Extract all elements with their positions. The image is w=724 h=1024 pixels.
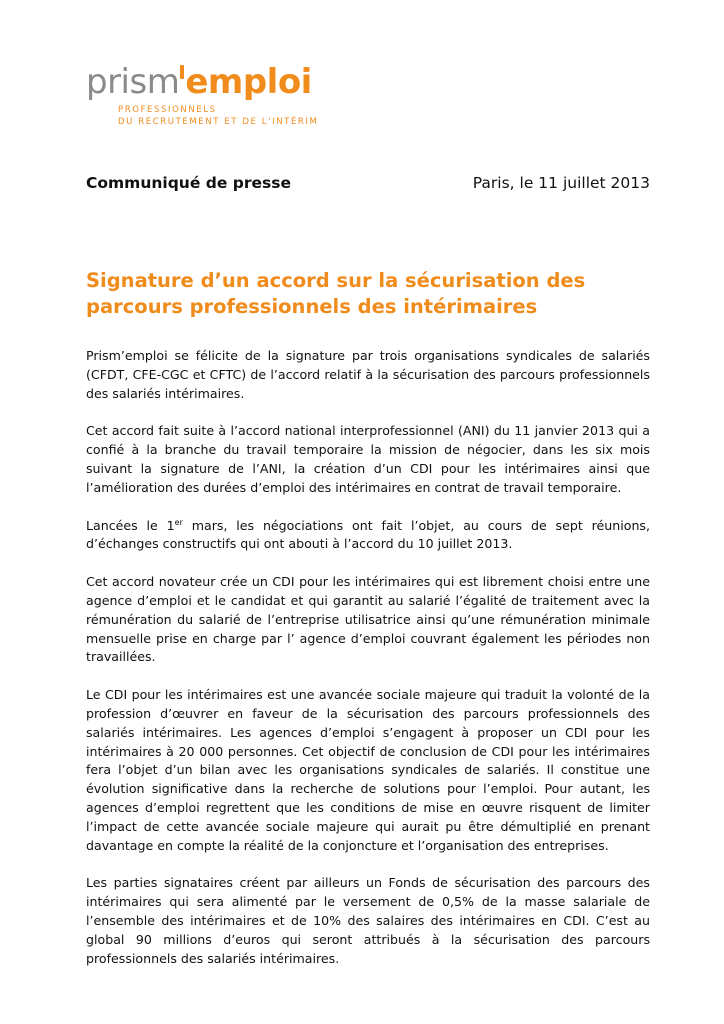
logo-tagline-line2: DU RECRUTEMENT ET DE L'INTÉRIM — [118, 117, 319, 127]
logo-emploi-text: emploi — [185, 62, 312, 102]
logo-wordmark — [86, 62, 312, 102]
paragraph-cdi-advance: Le CDI pour les intérimaires est une avancée sociale majeure qui traduit la volonté de la profession d’œuvrer en faveur de la sécurisation des parcours professionnels des salariés intérimaires. Les agences d’emploi s’engagent à proposer un CDI pour les intérimaires à 20 000 personnes. Cet objectif de conclusion de CDI pour les intérimaires fera l’objet d’un bilan avec les organisations syndicales de salariés. Il constitue une évolution significative dans la recherche de solutions pour l’emploi. Pour autant, les agences d’emploi regrettent que les conditions de mise en œuvre risquent de limiter l’impact de cette avancée sociale majeure qui aurait pu être démultiplié en prenant davantage en compte la réalité de la conjoncture et l’organisation des entreprises. — [86, 687, 650, 853]
logo-tagline — [118, 104, 318, 128]
press-release-label: Communiqué de presse — [86, 174, 291, 192]
paragraph-negotiations — [86, 517, 650, 555]
paragraph-ani: Cet accord fait suite à l’accord national interprofessionnel (ANI) du 11 janvier 2013 qui a confié à la branche du travail temporaire la mission de négocier, dans les six mois suivant la signature de l’ANI, la création d’un CDI pour les intérimaires ainsi que l’amélioration des durées d’emploi des intérimaires en contrat de travail temporaire. — [86, 423, 650, 495]
page-title: Signature d’un accord sur la sécurisation des parcours professionnels des intérimaires — [86, 269, 586, 318]
paragraph-fund: Les parties signataires créent par ailleurs un Fonds de sécurisation des parcours des intérimaires qui sera alimenté par le versement de 0,5% de la masse salariale de l’ensemble des intérimaires et de 10% des salaires des intérimaires en CDI. C’est au global 90 millions d’euros qui seront attribués à la sécurisation des parcours professionnels des salariés intérimaires. — [86, 875, 650, 966]
paragraph-negotiations-start: Lancées le 1 — [86, 517, 175, 533]
paragraph-negotiations-end: mars, les négociations ont fait l’objet, au cours de sept réunions, d’échanges constructifs qui ont abouti à l’accord du 10 juillet 2013. — [86, 517, 650, 552]
logo-prism-text: prism — [86, 62, 180, 102]
paragraph-cdi-innovation: Cet accord novateur crée un CDI pour les intérimaires qui est librement choisi entre une agence d’emploi et le candidat et qui garantit au salarié l’égalité de traitement avec la rémunération du salarié de l’entreprise utilisatrice ainsi qu’une rémunération minimale mensuelle prise en charge par l’ agence d’emploi couvrant également les périodes non travaillées. — [86, 574, 650, 665]
document-body — [86, 347, 650, 987]
prismemploi-logo — [86, 62, 356, 132]
press-release-date: Paris, le 11 juillet 2013 — [472, 174, 650, 192]
logo-tagline-line1: PROFESSIONNELS — [118, 105, 217, 115]
ordinal-superscript: er — [174, 517, 183, 527]
logo-apostrophe-mark — [180, 65, 184, 79]
paragraph-intro: Prism’emploi se félicite de la signature par trois organisations syndicales de salariés (CFDT, CFE-CGC et CFTC) de l’accord relatif à la sécurisation des parcours professionnels des salariés intérimaires. — [86, 348, 650, 401]
